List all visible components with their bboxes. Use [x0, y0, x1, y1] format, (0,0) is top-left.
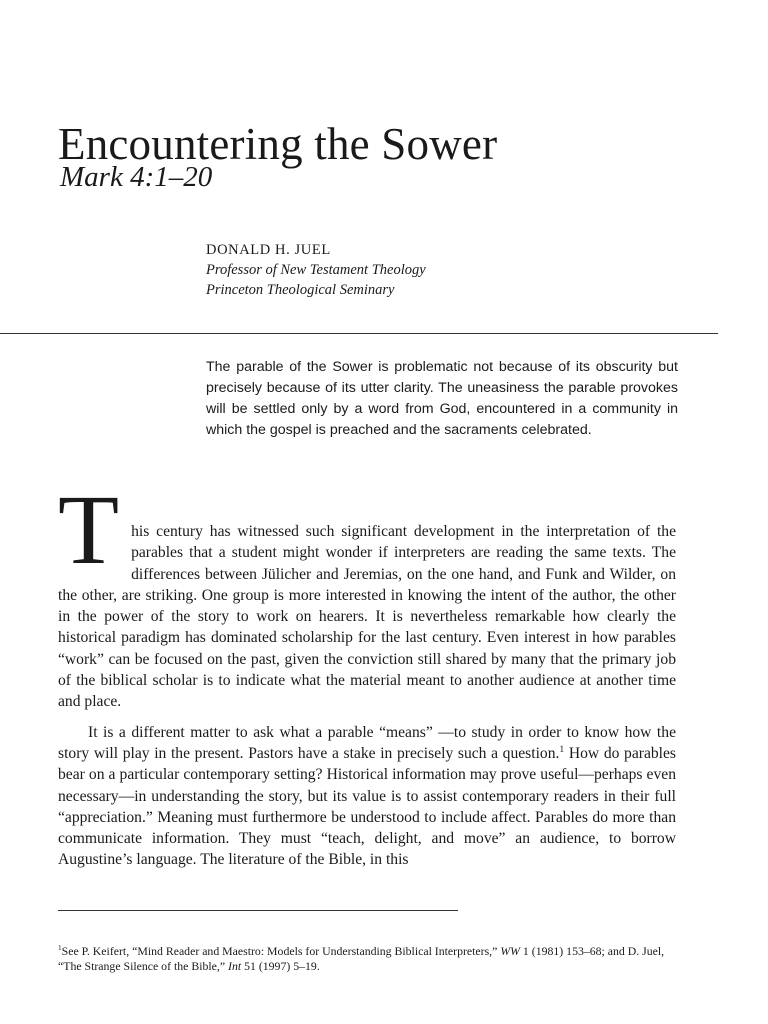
article-title: Encountering the Sower — [58, 119, 498, 169]
paragraph-1: his century has witnessed such significant development in the interpretation of the parables that a student might wonder if interpreters are reading the same texts. The differences between Jülicher and Jeremias, on the one hand, and Funk and Wilder, on the other, are striking. One group is more interested in knowing the intent of the author, the other in the power of the story to work on hearers. It is nevertheless remarkable how clearly the historical paradigm has dominated scholarship for the last century. Even interest in how parables “work” can be focused on the past, given the conviction still shared by many that the primary job of the biblical scholar is to indicate what the material meant to another audience at another time and place. — [58, 523, 676, 711]
article-body — [58, 474, 677, 871]
footnote-text-b: 1 (1981) 153–68; and D. Juel, “The Strange Silence of the Bible,” — [58, 944, 665, 973]
header-divider — [0, 333, 718, 334]
paragraph-2-text-a: It is a different matter to ask what a parable “means” —to study in order to know how the story will play in the present. Pastors have a stake in precisely such a question. — [58, 723, 676, 762]
footnote-reference: 1 — [559, 743, 565, 755]
paragraph-2 — [58, 722, 676, 871]
author-role: Professor of New Testament Theology — [206, 262, 426, 278]
footnote-text-c: 51 (1997) 5–19. — [241, 959, 320, 973]
byline — [206, 240, 426, 300]
author-institution: Princeton Theological Seminary — [206, 282, 395, 298]
abstract: The parable of the Sower is problematic not because of its obscurity but precisely because of its utter clarity. The uneasiness the parable provokes will be settled only by a word from God, encountered in a community in which the gospel is preached and the sacraments celebrated. — [206, 359, 678, 438]
drop-cap: T — [58, 474, 120, 585]
footnote — [58, 944, 676, 974]
paragraph-2-text-b: How do parables bear on a particular contemporary setting? Historical information may prove useful—perhaps even necessary—in understanding the story, but its value is to assist contemporary readers in their full “appreciation.” Meaning must furthermore be understood to include affect. Parables do more than communicate information. They must “teach, delight, and move” an audience, to borrow Augustine’s language. The literature of the Bible, in this — [58, 744, 677, 869]
article-subtitle: Mark 4:1–20 — [60, 161, 213, 193]
footnote-journal-2: Int — [228, 959, 242, 973]
footnote-text-a: See P. Keifert, “Mind Reader and Maestro: Models for Understanding Biblical Interpreters,” — [61, 944, 501, 958]
footnote-marker: 1 — [58, 943, 62, 953]
author-name: DONALD H. JUEL — [206, 242, 331, 258]
footnote-journal-1: WW — [500, 944, 520, 958]
footnote-divider — [58, 910, 458, 911]
